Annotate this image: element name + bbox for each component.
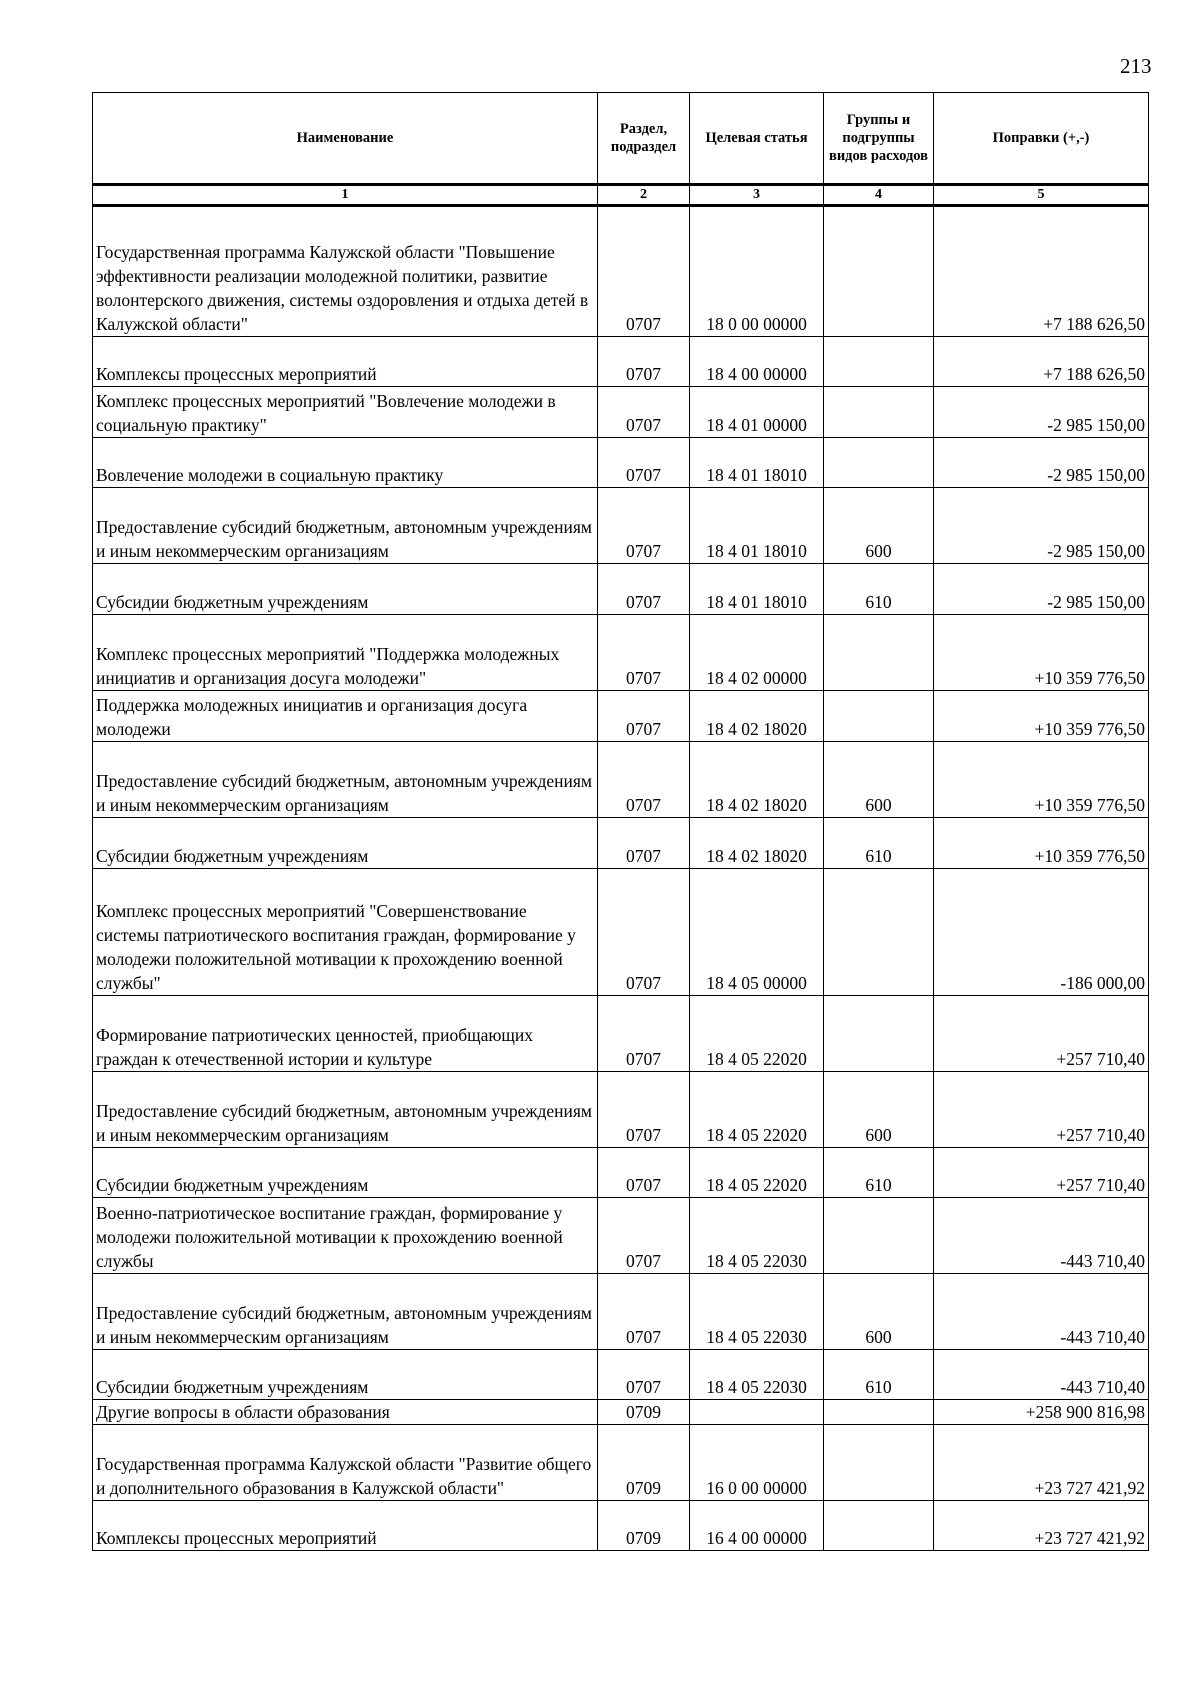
row-group: 600 — [824, 1274, 934, 1350]
row-amount: +10 359 776,50 — [934, 691, 1149, 742]
table-row — [93, 206, 1149, 337]
row-group — [824, 438, 934, 488]
row-target: 18 0 00 00000 — [690, 206, 824, 337]
table-row — [93, 869, 1149, 996]
row-amount: +23 727 421,92 — [934, 1501, 1149, 1551]
row-target — [690, 1400, 824, 1425]
row-target: 18 4 02 00000 — [690, 615, 824, 691]
row-group: 600 — [824, 742, 934, 818]
table-row — [93, 488, 1149, 564]
row-group — [824, 337, 934, 387]
row-amount: -443 710,40 — [934, 1350, 1149, 1400]
table-row — [93, 1350, 1149, 1400]
row-amount: +258 900 816,98 — [934, 1400, 1149, 1425]
row-amount: -443 710,40 — [934, 1198, 1149, 1274]
row-group: 610 — [824, 564, 934, 615]
table-row — [93, 438, 1149, 488]
table-row — [93, 1148, 1149, 1198]
column-number: 3 — [690, 185, 824, 206]
row-section: 0707 — [598, 742, 690, 818]
header-name: Наименование — [93, 93, 598, 185]
column-number: 4 — [824, 185, 934, 206]
row-target: 18 4 01 18010 — [690, 488, 824, 564]
row-target: 18 4 00 00000 — [690, 337, 824, 387]
row-group — [824, 206, 934, 337]
row-amount: -2 985 150,00 — [934, 387, 1149, 438]
row-target: 18 4 05 22020 — [690, 1148, 824, 1198]
table-row — [93, 564, 1149, 615]
row-section: 0707 — [598, 1148, 690, 1198]
row-section: 0709 — [598, 1501, 690, 1551]
column-number: 1 — [93, 185, 598, 206]
table-row — [93, 615, 1149, 691]
row-target: 16 0 00 00000 — [690, 1425, 824, 1501]
row-amount: -2 985 150,00 — [934, 438, 1149, 488]
row-amount: -2 985 150,00 — [934, 564, 1149, 615]
row-section: 0707 — [598, 438, 690, 488]
row-name: Комплекс процессных мероприятий "Вовлечение молодежи в социальную практику" — [93, 387, 598, 438]
row-target: 18 4 05 22020 — [690, 1072, 824, 1148]
row-section: 0707 — [598, 488, 690, 564]
row-group — [824, 615, 934, 691]
row-group — [824, 1501, 934, 1551]
header-groups: Группы и подгруппы видов расходов — [824, 93, 934, 185]
row-name: Предоставление субсидий бюджетным, автономным учреждениям и иным некоммерческим организациям — [93, 1274, 598, 1350]
row-amount: -186 000,00 — [934, 869, 1149, 996]
row-group — [824, 869, 934, 996]
row-name: Комплексы процессных мероприятий — [93, 337, 598, 387]
row-amount: +7 188 626,50 — [934, 337, 1149, 387]
table-row — [93, 1274, 1149, 1350]
row-group — [824, 1400, 934, 1425]
row-group: 610 — [824, 1350, 934, 1400]
row-section: 0707 — [598, 869, 690, 996]
row-name: Субсидии бюджетным учреждениям — [93, 1350, 598, 1400]
row-amount: +10 359 776,50 — [934, 742, 1149, 818]
row-name: Вовлечение молодежи в социальную практику — [93, 438, 598, 488]
row-target: 18 4 02 18020 — [690, 818, 824, 869]
row-amount: -443 710,40 — [934, 1274, 1149, 1350]
row-section: 0707 — [598, 1072, 690, 1148]
row-name: Субсидии бюджетным учреждениям — [93, 818, 598, 869]
row-target: 18 4 05 22020 — [690, 996, 824, 1072]
row-amount: +257 710,40 — [934, 1072, 1149, 1148]
row-group: 600 — [824, 1072, 934, 1148]
row-amount: +7 188 626,50 — [934, 206, 1149, 337]
row-group: 610 — [824, 1148, 934, 1198]
row-name: Поддержка молодежных инициатив и организация досуга молодежи — [93, 691, 598, 742]
row-section: 0707 — [598, 818, 690, 869]
row-section: 0707 — [598, 337, 690, 387]
row-name: Предоставление субсидий бюджетным, автономным учреждениям и иным некоммерческим организациям — [93, 1072, 598, 1148]
row-amount: +23 727 421,92 — [934, 1425, 1149, 1501]
budget-table — [92, 92, 1149, 1551]
row-name: Субсидии бюджетным учреждениям — [93, 1148, 598, 1198]
row-target: 18 4 05 00000 — [690, 869, 824, 996]
row-name: Государственная программа Калужской области "Развитие общего и дополнительного образования в Калужской области" — [93, 1425, 598, 1501]
row-target: 18 4 05 22030 — [690, 1198, 824, 1274]
row-name: Комплекс процессных мероприятий "Поддержка молодежных инициатив и организация досуга молодежи" — [93, 615, 598, 691]
row-amount: +257 710,40 — [934, 996, 1149, 1072]
row-target: 18 4 01 18010 — [690, 564, 824, 615]
row-name: Предоставление субсидий бюджетным, автономным учреждениям и иным некоммерческим организациям — [93, 488, 598, 564]
row-name: Комплекс процессных мероприятий "Совершенствование системы патриотического воспитания граждан, формирование у молодежи положительной мотивации к прохождению военной службы" — [93, 869, 598, 996]
table-row — [93, 1425, 1149, 1501]
row-section: 0709 — [598, 1400, 690, 1425]
row-name: Предоставление субсидий бюджетным, автономным учреждениям и иным некоммерческим организациям — [93, 742, 598, 818]
row-section: 0707 — [598, 996, 690, 1072]
row-name: Комплексы процессных мероприятий — [93, 1501, 598, 1551]
row-amount: +257 710,40 — [934, 1148, 1149, 1198]
row-amount: +10 359 776,50 — [934, 818, 1149, 869]
row-target: 16 4 00 00000 — [690, 1501, 824, 1551]
table-row — [93, 691, 1149, 742]
table-row — [93, 387, 1149, 438]
row-section: 0707 — [598, 564, 690, 615]
header-section: Раздел, подраздел — [598, 93, 690, 185]
row-section: 0707 — [598, 691, 690, 742]
row-group — [824, 1198, 934, 1274]
header-target: Целевая статья — [690, 93, 824, 185]
row-group — [824, 691, 934, 742]
row-group — [824, 996, 934, 1072]
row-target: 18 4 05 22030 — [690, 1274, 824, 1350]
table-row — [93, 1501, 1149, 1551]
row-section: 0707 — [598, 387, 690, 438]
table-row — [93, 996, 1149, 1072]
row-name: Государственная программа Калужской области "Повышение эффективности реализации молодежной политики, развитие волонтерского движения, системы оздоровления и отдыха детей в Калужской области" — [93, 206, 598, 337]
row-section: 0707 — [598, 1350, 690, 1400]
row-amount: +10 359 776,50 — [934, 615, 1149, 691]
table-row — [93, 742, 1149, 818]
row-group — [824, 1425, 934, 1501]
table-row — [93, 1198, 1149, 1274]
row-group: 600 — [824, 488, 934, 564]
row-amount: -2 985 150,00 — [934, 488, 1149, 564]
column-number: 5 — [934, 185, 1149, 206]
row-name: Субсидии бюджетным учреждениям — [93, 564, 598, 615]
column-number: 2 — [598, 185, 690, 206]
row-target: 18 4 02 18020 — [690, 691, 824, 742]
row-target: 18 4 02 18020 — [690, 742, 824, 818]
row-name: Другие вопросы в области образования — [93, 1400, 598, 1425]
row-target: 18 4 01 18010 — [690, 438, 824, 488]
row-section: 0707 — [598, 1198, 690, 1274]
table-row — [93, 818, 1149, 869]
row-section: 0707 — [598, 206, 690, 337]
row-name: Военно-патриотическое воспитание граждан, формирование у молодежи положительной мотивации к прохождению военной службы — [93, 1198, 598, 1274]
row-group — [824, 387, 934, 438]
row-name: Формирование патриотических ценностей, приобщающих граждан к отечественной истории и культуре — [93, 996, 598, 1072]
row-section: 0707 — [598, 1274, 690, 1350]
page-number: 213 — [1120, 54, 1152, 78]
table-row — [93, 1072, 1149, 1148]
row-section: 0709 — [598, 1425, 690, 1501]
row-group: 610 — [824, 818, 934, 869]
row-section: 0707 — [598, 615, 690, 691]
table-row — [93, 337, 1149, 387]
row-target: 18 4 01 00000 — [690, 387, 824, 438]
row-target: 18 4 05 22030 — [690, 1350, 824, 1400]
table-row — [93, 1400, 1149, 1425]
header-amendments: Поправки (+,-) — [934, 93, 1149, 185]
